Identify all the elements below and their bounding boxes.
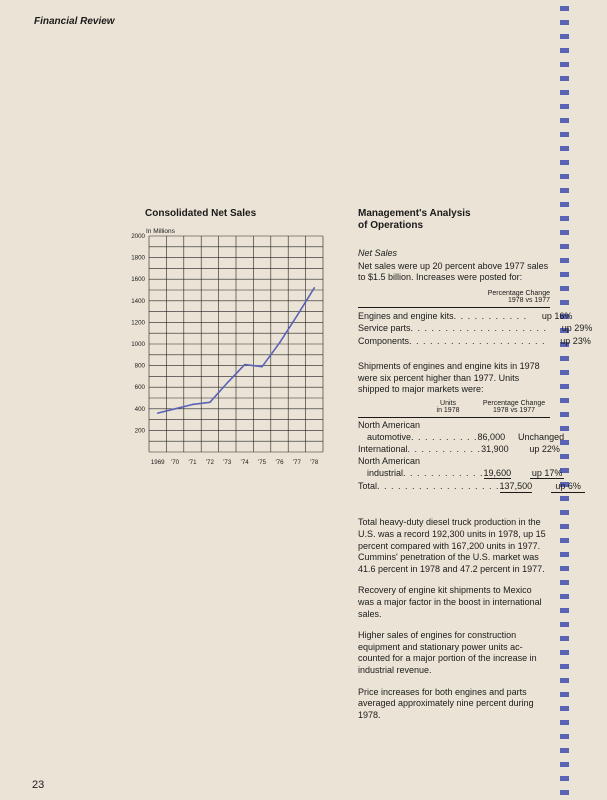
x-tick-label: '73 (223, 459, 232, 466)
table-row (358, 419, 565, 443)
total-label: Total (358, 481, 378, 491)
row-leader: . . . . . . . . . . . . . . . . . . . . (410, 323, 548, 334)
edge-tab (560, 6, 569, 11)
x-tick-label: '75 (258, 459, 267, 466)
row-change: up 22% (529, 444, 560, 455)
row-label: Service parts (358, 323, 411, 334)
edge-tab (560, 706, 569, 711)
analysis-title-line1: Management's Analysis (358, 208, 471, 219)
edge-tab (560, 776, 569, 781)
increase-col-head2: 1978 vs 1977 (507, 297, 550, 305)
y-tick-label: 400 (134, 405, 145, 413)
pct-head2: 1978 vs 1977 (492, 407, 536, 415)
data-point (192, 404, 194, 406)
data-point (209, 402, 211, 404)
edge-tab (560, 566, 569, 571)
edge-tab (560, 580, 569, 585)
chart-title: Consolidated Net Sales (145, 208, 257, 219)
data-point (279, 342, 281, 344)
increase-table-header (358, 290, 550, 305)
data-point (314, 287, 316, 289)
edge-tab (560, 258, 569, 263)
shipments-paragraph: Shipments of engines and engine kits in 1978 were six percent higher than 1977. Units shipped to major markets were: (358, 361, 540, 395)
edge-tab (560, 370, 569, 375)
edge-tab (560, 272, 569, 277)
table-row (358, 443, 560, 455)
y-tick-label: 600 (134, 384, 145, 392)
pct-col-head (478, 400, 550, 415)
increase-col-head1: Percentage Change (487, 289, 550, 297)
section-header: Financial Review (34, 16, 115, 27)
edge-tab (560, 734, 569, 739)
row-label: Engines and engine kits (358, 310, 454, 321)
edge-tab (560, 104, 569, 109)
edge-tab (560, 412, 569, 417)
row-change: up 17% (531, 467, 563, 478)
y-tick-label: 1600 (131, 276, 145, 284)
edge-tab (560, 132, 569, 137)
page-number: 23 (32, 779, 45, 791)
units-head1: Units (440, 399, 456, 407)
x-tick-label: '74 (240, 459, 249, 466)
row-label: North American (358, 455, 421, 466)
data-point (174, 408, 176, 410)
row-leader: . . . . . . . . . . . . . . . . . . (377, 481, 500, 491)
edge-tab (560, 20, 569, 25)
edge-tab (560, 636, 569, 641)
edge-tab (560, 356, 569, 361)
edge-tab (560, 48, 569, 53)
edge-tab (560, 678, 569, 683)
row-label: North American (358, 419, 421, 430)
row-leader: . . . . . . . . . . . . . . . . . . . . (409, 335, 546, 346)
data-point (157, 412, 159, 414)
edge-tab (560, 762, 569, 767)
row-value: up 23% (560, 335, 591, 346)
edge-index-tabs (558, 0, 570, 800)
shipments-table (358, 399, 581, 494)
increase-table (358, 289, 593, 347)
analysis-title-line2: of Operations (358, 220, 424, 231)
total-change: up 6% (551, 480, 585, 493)
table-total-row (358, 480, 581, 493)
row-leader: . . . . . . . . . . (411, 431, 478, 442)
edge-tab (560, 650, 569, 655)
x-tick-label: '71 (188, 459, 197, 466)
row-units: 31,900 (481, 444, 509, 455)
x-tick-label: 1969 (150, 459, 165, 466)
y-tick-label: 200 (134, 427, 145, 435)
row-leader: . . . . . . . . . . . . (403, 467, 484, 478)
chart-unit-label: In Millions (146, 228, 175, 235)
row-value: up 16% (541, 310, 573, 321)
edge-tab (560, 608, 569, 613)
row-value: up 29% (561, 323, 593, 334)
table-row (358, 455, 563, 479)
edge-tab (560, 496, 569, 501)
units-head2: in 1978 (436, 407, 460, 415)
edge-tab (560, 76, 569, 81)
edge-tab (560, 188, 569, 193)
net-sales-subhead: Net Sales (358, 248, 398, 258)
edge-tab (560, 552, 569, 557)
edge-tab (560, 594, 569, 599)
edge-tab (560, 230, 569, 235)
row-label: International (358, 444, 408, 455)
edge-tab (560, 244, 569, 249)
edge-tab (560, 160, 569, 165)
edge-tab (560, 790, 569, 795)
net-sales-line-chart (125, 232, 335, 472)
price-paragraph: Price increases for both engines and parts averaged approximately nine percent during 1978. (358, 686, 534, 720)
shipments-table-header (358, 400, 550, 415)
truck-production-paragraph: Total heavy-duty diesel truck production in the U.S. was a record 192,300 units in 1978, up 15 percent compared with 167,200 units in 1977. Cummins' penetration of the U.S. market was 41.6 percent in 1978 and 47.2 percent in 1977. (358, 517, 546, 574)
row-label: Components (358, 335, 410, 346)
units-col-head (418, 400, 478, 415)
y-tick-label: 1200 (131, 319, 145, 327)
edge-tab (560, 622, 569, 627)
edge-tab (560, 216, 569, 221)
x-tick-label: '70 (171, 459, 180, 466)
edge-tab (560, 300, 569, 305)
row-label: industrial (367, 467, 404, 478)
edge-tab (560, 384, 569, 389)
mexico-paragraph: Recovery of engine kit shipments to Mexico was a major factor in the boost in international sales. (358, 585, 542, 619)
total-units: 137,500 (500, 480, 533, 493)
row-units: 19,600 (483, 467, 512, 478)
edge-tab (560, 692, 569, 697)
intro-paragraph: Net sales were up 20 percent above 1977 sales to $1.5 billion. Increases were posted for: (358, 260, 549, 283)
row-change: Unchanged (518, 431, 565, 442)
y-tick-label: 1000 (131, 341, 145, 348)
table-row (358, 335, 591, 347)
y-tick-label: 1400 (131, 297, 145, 305)
edge-tab (560, 34, 569, 39)
data-point (244, 364, 246, 366)
y-tick-label: 2000 (131, 233, 145, 240)
edge-tab (560, 510, 569, 515)
table-row (358, 310, 573, 322)
edge-tab (560, 664, 569, 669)
pct-head1: Percentage Change (482, 399, 546, 407)
x-tick-label: '72 (205, 459, 214, 466)
edge-tab (560, 720, 569, 725)
table-rule (358, 307, 550, 308)
row-units: 86,000 (477, 431, 506, 442)
edge-tab (560, 202, 569, 207)
analysis-title (358, 208, 550, 232)
data-point (296, 315, 298, 317)
x-tick-label: '77 (292, 459, 301, 466)
table-row (358, 322, 593, 334)
data-point (227, 382, 229, 384)
edge-tab (560, 90, 569, 95)
x-tick-label: '78 (310, 459, 319, 466)
data-point (261, 366, 263, 368)
row-leader: . . . . . . . . . . . (407, 444, 482, 455)
edge-tab (560, 118, 569, 123)
edge-tab (560, 62, 569, 67)
edge-tab (560, 146, 569, 151)
table-rule (358, 417, 550, 418)
y-tick-label: 1800 (131, 254, 145, 262)
row-label: automotive (367, 431, 412, 442)
edge-tab (560, 524, 569, 529)
y-tick-label: 800 (134, 362, 145, 370)
edge-tab (560, 286, 569, 291)
industrial-paragraph: Higher sales of engines for construction equipment and stationary power units ac-counted for a major portion of the increase in industrial revenue. (358, 630, 537, 675)
x-tick-label: '76 (275, 459, 284, 466)
edge-tab (560, 538, 569, 543)
edge-tab (560, 174, 569, 179)
edge-tab (560, 748, 569, 753)
row-leader: . . . . . . . . . . . (453, 310, 528, 321)
management-analysis-column (358, 208, 593, 721)
edge-tab (560, 398, 569, 403)
